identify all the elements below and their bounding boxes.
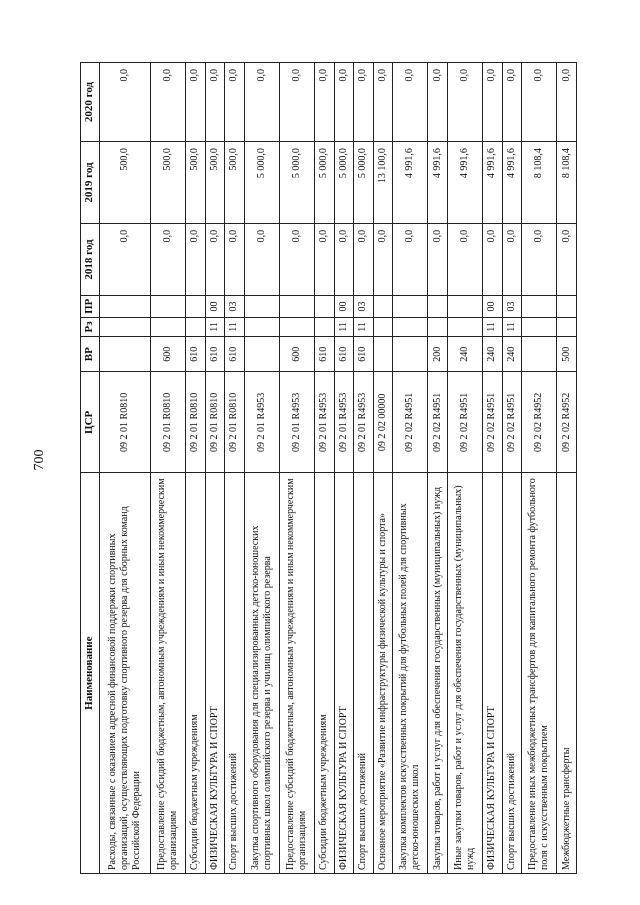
header-2020: 2020 год — [81, 63, 100, 142]
cell-pr — [186, 296, 206, 318]
cell-vr: 610 — [334, 336, 354, 371]
cell-y2019: 5 000,0 — [315, 142, 335, 224]
cell-y2018: 0,0 — [279, 223, 314, 295]
cell-y2018: 0,0 — [186, 223, 206, 295]
cell-name: ФИЗИЧЕСКАЯ КУЛЬТУРА И СПОРТ — [334, 473, 354, 874]
cell-pr: 00 — [334, 296, 354, 318]
header-name: Наименование — [81, 473, 100, 874]
cell-y2020: 0,0 — [393, 63, 428, 142]
cell-y2019: 4 991,6 — [447, 142, 482, 224]
rotated-table-container — [80, 62, 577, 874]
cell-y2018: 0,0 — [428, 223, 448, 295]
cell-pr: 03 — [502, 296, 522, 318]
cell-y2019: 8 108,4 — [557, 142, 577, 224]
cell-y2018: 0,0 — [150, 223, 185, 295]
cell-csr: 09 2 01 R0810 — [225, 372, 245, 473]
cell-pr: 00 — [483, 296, 503, 318]
cell-pr — [522, 296, 557, 318]
cell-csr: 09 2 02 R4952 — [522, 372, 557, 473]
cell-y2019: 4 991,6 — [428, 142, 448, 224]
cell-vr — [244, 336, 279, 371]
header-2019: 2019 год — [81, 142, 100, 224]
cell-y2019: 500,0 — [150, 142, 185, 224]
cell-csr: 09 2 02 R4951 — [393, 372, 428, 473]
cell-name: ФИЗИЧЕСКАЯ КУЛЬТУРА И СПОРТ — [205, 473, 225, 874]
cell-name: Закупка комплектов искусственных покрытий для футбольных полей для спортивных детско-юношеских школ — [393, 473, 428, 874]
cell-rz — [244, 317, 279, 336]
cell-vr: 610 — [225, 336, 245, 371]
cell-y2020: 0,0 — [447, 63, 482, 142]
cell-rz — [373, 317, 393, 336]
cell-y2018: 0,0 — [315, 223, 335, 295]
cell-y2019: 4 991,6 — [393, 142, 428, 224]
cell-y2020: 0,0 — [502, 63, 522, 142]
cell-y2018: 0,0 — [100, 223, 151, 295]
cell-name: Закупка товаров, работ и услуг для обеспечения государственных (муниципальных) нужд — [428, 473, 448, 874]
cell-y2018: 0,0 — [522, 223, 557, 295]
table-row — [447, 63, 482, 874]
cell-vr: 240 — [447, 336, 482, 371]
header-csr: ЦСР — [81, 372, 100, 473]
cell-y2019: 500,0 — [100, 142, 151, 224]
table-row — [483, 63, 503, 874]
cell-y2019: 500,0 — [225, 142, 245, 224]
cell-pr — [393, 296, 428, 318]
cell-name: ФИЗИЧЕСКАЯ КУЛЬТУРА И СПОРТ — [483, 473, 503, 874]
cell-y2020: 0,0 — [279, 63, 314, 142]
cell-y2020: 0,0 — [373, 63, 393, 142]
cell-y2018: 0,0 — [393, 223, 428, 295]
cell-rz — [447, 317, 482, 336]
page-number: 700 — [32, 449, 47, 471]
cell-y2018: 0,0 — [244, 223, 279, 295]
cell-vr: 610 — [205, 336, 225, 371]
cell-vr: 600 — [279, 336, 314, 371]
cell-y2018: 0,0 — [483, 223, 503, 295]
cell-y2020: 0,0 — [205, 63, 225, 142]
cell-y2020: 0,0 — [522, 63, 557, 142]
table-row — [315, 63, 335, 874]
cell-rz — [522, 317, 557, 336]
cell-rz — [428, 317, 448, 336]
cell-y2019: 5 000,0 — [334, 142, 354, 224]
cell-csr: 09 2 01 R4953 — [315, 372, 335, 473]
cell-pr — [373, 296, 393, 318]
cell-name: Предоставление субсидий бюджетным, автономным учреждениям и иным некоммерческим организациям — [279, 473, 314, 874]
cell-name: Предоставление субсидий бюджетным, автономным учреждениям и иным некоммерческим организациям — [150, 473, 185, 874]
table-row — [225, 63, 245, 874]
cell-rz — [315, 317, 335, 336]
cell-pr — [244, 296, 279, 318]
cell-y2019: 4 991,6 — [483, 142, 503, 224]
budget-table — [80, 62, 577, 874]
cell-name: Предоставление иных межбюджетных трансфертов для капитального ремонта футбольного поля с искусственным покрытием — [522, 473, 557, 874]
cell-y2018: 0,0 — [557, 223, 577, 295]
cell-y2020: 0,0 — [244, 63, 279, 142]
cell-name: Основное мероприятие «Развитие инфраструктуры физической культуры и спорта» — [373, 473, 393, 874]
table-row — [373, 63, 393, 874]
cell-y2019: 8 108,4 — [522, 142, 557, 224]
table-row — [557, 63, 577, 874]
cell-rz: 11 — [205, 317, 225, 336]
cell-pr: 03 — [354, 296, 374, 318]
header-row — [81, 63, 100, 874]
cell-y2018: 0,0 — [225, 223, 245, 295]
table-row — [186, 63, 206, 874]
cell-y2018: 0,0 — [205, 223, 225, 295]
table-row — [502, 63, 522, 874]
cell-y2020: 0,0 — [150, 63, 185, 142]
cell-y2018: 0,0 — [502, 223, 522, 295]
table-row — [279, 63, 314, 874]
cell-vr: 500 — [557, 336, 577, 371]
cell-y2020: 0,0 — [186, 63, 206, 142]
cell-csr: 09 2 01 R4953 — [279, 372, 314, 473]
cell-rz — [100, 317, 151, 336]
cell-y2019: 500,0 — [186, 142, 206, 224]
cell-csr: 09 2 01 R0810 — [150, 372, 185, 473]
table-row — [244, 63, 279, 874]
cell-rz — [557, 317, 577, 336]
cell-y2018: 0,0 — [447, 223, 482, 295]
cell-y2018: 0,0 — [373, 223, 393, 295]
cell-csr: 09 2 01 R4953 — [244, 372, 279, 473]
cell-y2020: 0,0 — [100, 63, 151, 142]
cell-rz — [186, 317, 206, 336]
cell-csr: 09 2 01 R0810 — [100, 372, 151, 473]
cell-y2020: 0,0 — [334, 63, 354, 142]
cell-y2020: 0,0 — [354, 63, 374, 142]
cell-csr: 09 2 01 R0810 — [186, 372, 206, 473]
cell-csr: 09 2 02 R4951 — [428, 372, 448, 473]
cell-y2019: 5 000,0 — [279, 142, 314, 224]
cell-pr: 03 — [225, 296, 245, 318]
cell-pr — [557, 296, 577, 318]
cell-vr: 610 — [354, 336, 374, 371]
table-row — [522, 63, 557, 874]
cell-pr — [150, 296, 185, 318]
cell-name: Закупка спортивного оборудования для специализированных детско-юношеских спортивных школ олимпийского резерва и училищ олимпийского резерва — [244, 473, 279, 874]
cell-vr — [393, 336, 428, 371]
cell-y2020: 0,0 — [428, 63, 448, 142]
cell-name: Спорт высших достижений — [225, 473, 245, 874]
cell-vr: 240 — [483, 336, 503, 371]
cell-name: Субсидии бюджетным учреждениям — [315, 473, 335, 874]
cell-y2019: 500,0 — [205, 142, 225, 224]
table-row — [354, 63, 374, 874]
table-row — [150, 63, 185, 874]
cell-name: Расходы, связанные с оказанием адресной финансовой поддержки спортивных организаций, осуществляющих подготовку спортивного резерва для сборных команд Российской Федерации — [100, 473, 151, 874]
cell-csr: 09 2 02 R4951 — [447, 372, 482, 473]
table-row — [393, 63, 428, 874]
cell-name: Межбюджетные трансферты — [557, 473, 577, 874]
cell-rz: 11 — [483, 317, 503, 336]
cell-y2019: 5 000,0 — [244, 142, 279, 224]
cell-rz — [150, 317, 185, 336]
cell-pr — [428, 296, 448, 318]
cell-name: Спорт высших достижений — [354, 473, 374, 874]
cell-y2020: 0,0 — [225, 63, 245, 142]
cell-name: Субсидии бюджетным учреждениям — [186, 473, 206, 874]
cell-csr: 09 2 02 R4951 — [502, 372, 522, 473]
header-pr: ПР — [81, 296, 100, 318]
cell-csr: 09 2 01 R4953 — [334, 372, 354, 473]
cell-name: Спорт высших достижений — [502, 473, 522, 874]
cell-pr: 00 — [205, 296, 225, 318]
cell-vr: 600 — [150, 336, 185, 371]
cell-vr: 240 — [502, 336, 522, 371]
cell-csr: 09 2 01 R4953 — [354, 372, 374, 473]
cell-rz: 11 — [502, 317, 522, 336]
cell-y2019: 13 100,0 — [373, 142, 393, 224]
cell-vr: 610 — [315, 336, 335, 371]
cell-csr: 09 2 02 R4951 — [483, 372, 503, 473]
cell-y2019: 4 991,6 — [502, 142, 522, 224]
cell-y2020: 0,0 — [483, 63, 503, 142]
cell-rz: 11 — [334, 317, 354, 336]
cell-pr — [315, 296, 335, 318]
cell-pr — [447, 296, 482, 318]
cell-y2018: 0,0 — [354, 223, 374, 295]
cell-rz: 11 — [354, 317, 374, 336]
cell-vr: 200 — [428, 336, 448, 371]
table-row — [100, 63, 151, 874]
cell-vr — [373, 336, 393, 371]
cell-vr: 610 — [186, 336, 206, 371]
header-2018: 2018 год — [81, 223, 100, 295]
cell-pr — [100, 296, 151, 318]
cell-vr — [522, 336, 557, 371]
table-body — [100, 63, 577, 874]
cell-y2020: 0,0 — [557, 63, 577, 142]
cell-csr: 09 2 02 00000 — [373, 372, 393, 473]
cell-y2020: 0,0 — [315, 63, 335, 142]
cell-vr — [100, 336, 151, 371]
cell-y2018: 0,0 — [334, 223, 354, 295]
table-row — [334, 63, 354, 874]
table-row — [205, 63, 225, 874]
cell-csr: 09 2 02 R4952 — [557, 372, 577, 473]
header-vr: ВР — [81, 336, 100, 371]
cell-rz — [393, 317, 428, 336]
header-rz: Рз — [81, 317, 100, 336]
cell-pr — [279, 296, 314, 318]
cell-name: Иные закупки товаров, работ и услуг для обеспечения государственных (муниципальных) нужд — [447, 473, 482, 874]
table-row — [428, 63, 448, 874]
cell-csr: 09 2 01 R0810 — [205, 372, 225, 473]
cell-y2019: 5 000,0 — [354, 142, 374, 224]
cell-rz — [279, 317, 314, 336]
cell-rz: 11 — [225, 317, 245, 336]
